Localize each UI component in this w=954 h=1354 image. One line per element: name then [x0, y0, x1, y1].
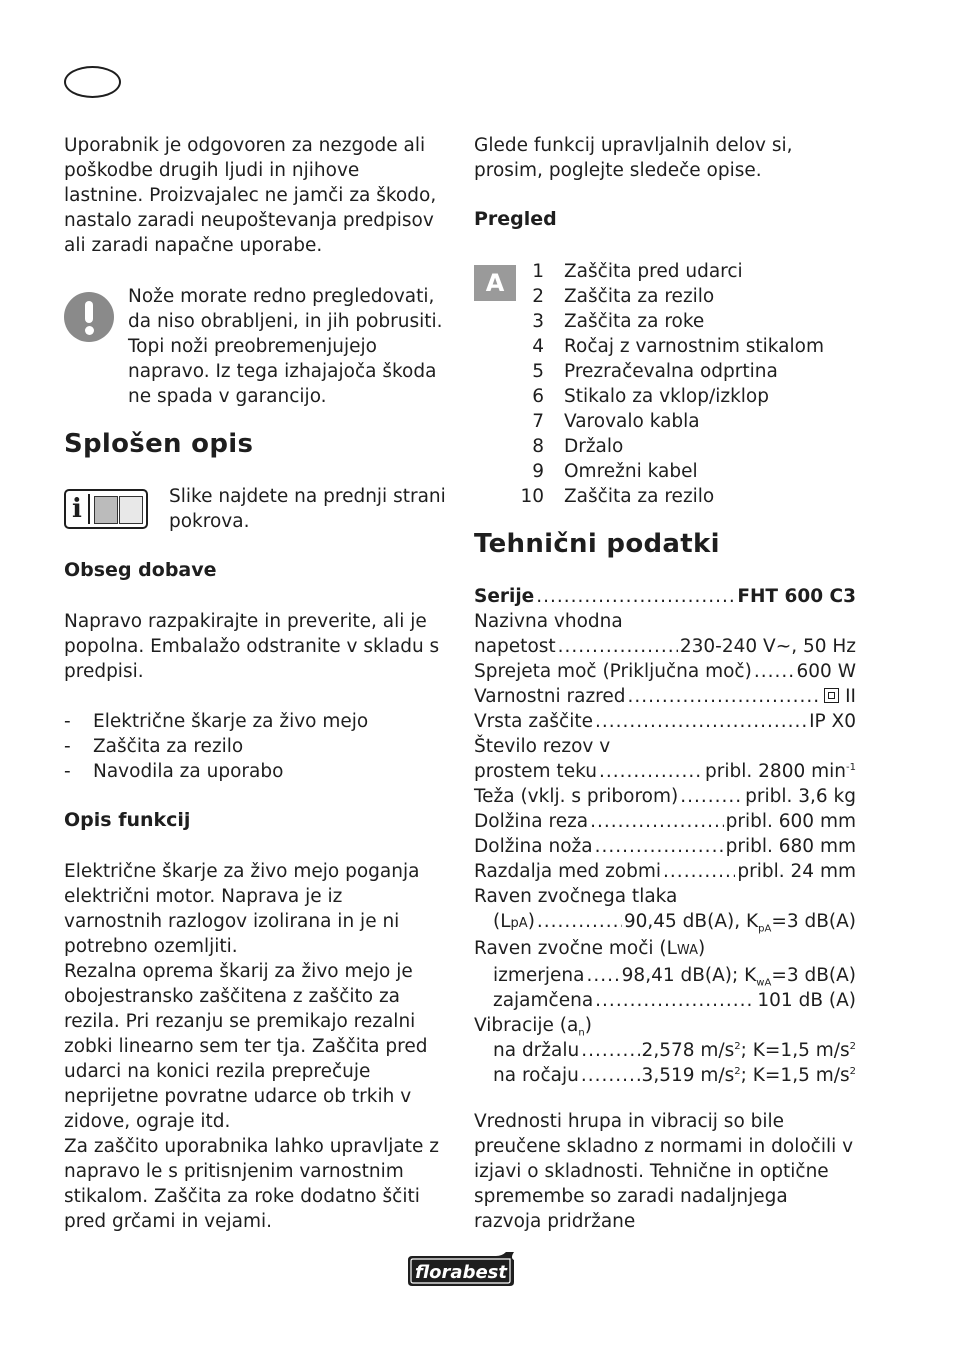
spec-row-voltage-label: Nazivna vhodna	[474, 611, 623, 632]
list-item: 1 Zaščita pred udarci	[532, 261, 743, 282]
scope-text: Napravo razpakirajte in preverite, ali je popolna. Embalažo odstranite v skladu s predpisi.	[64, 611, 440, 682]
list-item: 10 Zaščita za rezilo	[520, 486, 715, 507]
spec-row-power-level-label: Raven zvočne moči (LWA)	[474, 938, 706, 959]
spec-row-teeth: Razdalja med zobmi ..... pribl. 24 mm	[474, 859, 856, 884]
list-item: 2 Zaščita za rezilo	[532, 286, 715, 307]
function-paragraph: Rezalna oprema škarij za živo mejo je obojestransko zaščitena z zaščito za rezila. Pri rezanju se premikajo rezalni zobki linearno sem ter tja. Zaščita pred udarci na konici rezila preprečuje neprijetne povratne udarce ob trkih v zidove, ograje itd.	[64, 961, 428, 1132]
list-item: - Električne škarje za živo mejo	[64, 709, 444, 734]
right-intro: Glede funkcij upravljalnih delov si, prosim, poglejte sledeče opise.	[474, 135, 793, 181]
overview-title: Pregled	[474, 208, 557, 230]
logo-graphic	[406, 1250, 518, 1288]
overview-list	[516, 259, 846, 509]
list-item: 8 Držalo	[532, 436, 624, 457]
spec-row-weight: Teža (vklj. s priborom) ..... pribl. 3,6 kg	[474, 784, 856, 809]
double-insulation-icon	[824, 688, 839, 703]
spec-row-holder: na držalu ..... 2,578 $m/s^2$; K=1,5 $m/s^2$	[474, 1038, 856, 1063]
section-title: Splošen opis	[64, 429, 254, 459]
function-description	[64, 859, 442, 1234]
spec-row-cuts-label: Število rezov v	[474, 736, 611, 757]
tech-title: Tehnični podatki	[474, 529, 720, 559]
spec-row-guaranteed: zajamčena ..... 101 dB (A)	[474, 988, 856, 1013]
spec-row-blade-length: Dolžina noža ..... pribl. 680 mm	[474, 834, 856, 859]
warning-text: Nože morate redno pregledovati, da niso obrabljeni, in jih pobrusiti. Topi noži preobremenjujejo napravo. Iz tega izhajajoča škoda ne spada v garancijo.	[128, 286, 443, 407]
spec-row-vibration-label: Vibracije $(a_n)$	[474, 1015, 592, 1039]
spec-row-lpa: (LpA) ..... 90,45 dB(A), $K_{pA}=3$ dB(A)	[474, 909, 856, 936]
spec-table	[474, 584, 856, 1088]
florabest-logo	[406, 1250, 518, 1288]
info-book-icon: i	[64, 489, 148, 529]
list-item: 3 Zaščita za roke	[532, 311, 705, 332]
spec-row-power: Sprejeta moč (Priključna moč) ..... 600 W	[474, 659, 856, 684]
exclamation-warning-icon	[64, 292, 114, 342]
spec-row-cuts: prostem teku ..... pribl. 2800 $\min^{-1}$	[474, 759, 856, 784]
list-item: - Navodila za uporabo	[64, 759, 444, 784]
function-title: Opis funkcij	[64, 809, 191, 831]
list-item: 6 Stikalo za vklop/izklop	[532, 386, 769, 407]
figure-a-badge: A	[474, 265, 516, 301]
spec-row-cut-length: Dolžina reza ..... pribl. 600 mm	[474, 809, 856, 834]
list-item: 7 Varovalo kabla	[532, 411, 700, 432]
function-paragraph: Za zaščito uporabnika lahko upravljate z napravo le s pritisnjenim varnostnim stikalom. Zaščita za roke dodatno ščiti pred grčami in vejami.	[64, 1136, 439, 1232]
spec-row-protection: Vrsta zaščite ..... IP X0	[474, 709, 856, 734]
intro-paragraph: Uporabnik je odgovoren za nezgode ali poškodbe drugih ljudi in njihove lastnine. Proizvajalec ne jamči za škodo, nastalo zaradi neupoštevanja predpisov ali zaradi napačne uporabe.	[64, 135, 437, 256]
spec-row-pressure-label: Raven zvočnega tlaka	[474, 886, 678, 907]
scope-list	[64, 709, 444, 784]
language-badge-oval	[64, 66, 121, 98]
info-text: Slike najdete na prednji strani pokrova.	[169, 486, 446, 532]
function-paragraph: Električne škarje za živo mejo poganja električni motor. Naprava je iz varnostnih razlogov izolirana in je ni potrebno ozemljiti.	[64, 861, 420, 957]
spec-row-measured: izmerjena ..... 98,41 dB(A); $K_{wA}=3$ dB(A)	[474, 963, 856, 988]
closing-paragraph: Vrednosti hrupa in vibracij so bile preučene skladno z normami in določili v izjavi o skladnosti. Tehnične in optične spremembe so zaradi nadaljnjega razvoja pridržane	[474, 1111, 854, 1232]
list-item: - Zaščita za rezilo	[64, 734, 444, 759]
spec-row-class: Varnostni razred ..... II	[474, 684, 856, 709]
list-item: 9 Omrežni kabel	[532, 461, 698, 482]
scope-title: Obseg dobave	[64, 559, 217, 581]
spec-row-series: Serije ..... FHT 600 C3	[474, 584, 856, 609]
list-item: 4 Ročaj z varnostnim stikalom	[532, 336, 824, 357]
logo-text: florabest	[415, 1262, 507, 1283]
spec-row-voltage: napetost ..... 230-240 V~, 50 Hz	[474, 634, 856, 659]
spec-row-handle: na ročaju ..... 3,519 $m/s^2$; K=1,5 $m/s^2$	[474, 1063, 856, 1088]
list-item: 5 Prezračevalna odprtina	[532, 361, 778, 382]
